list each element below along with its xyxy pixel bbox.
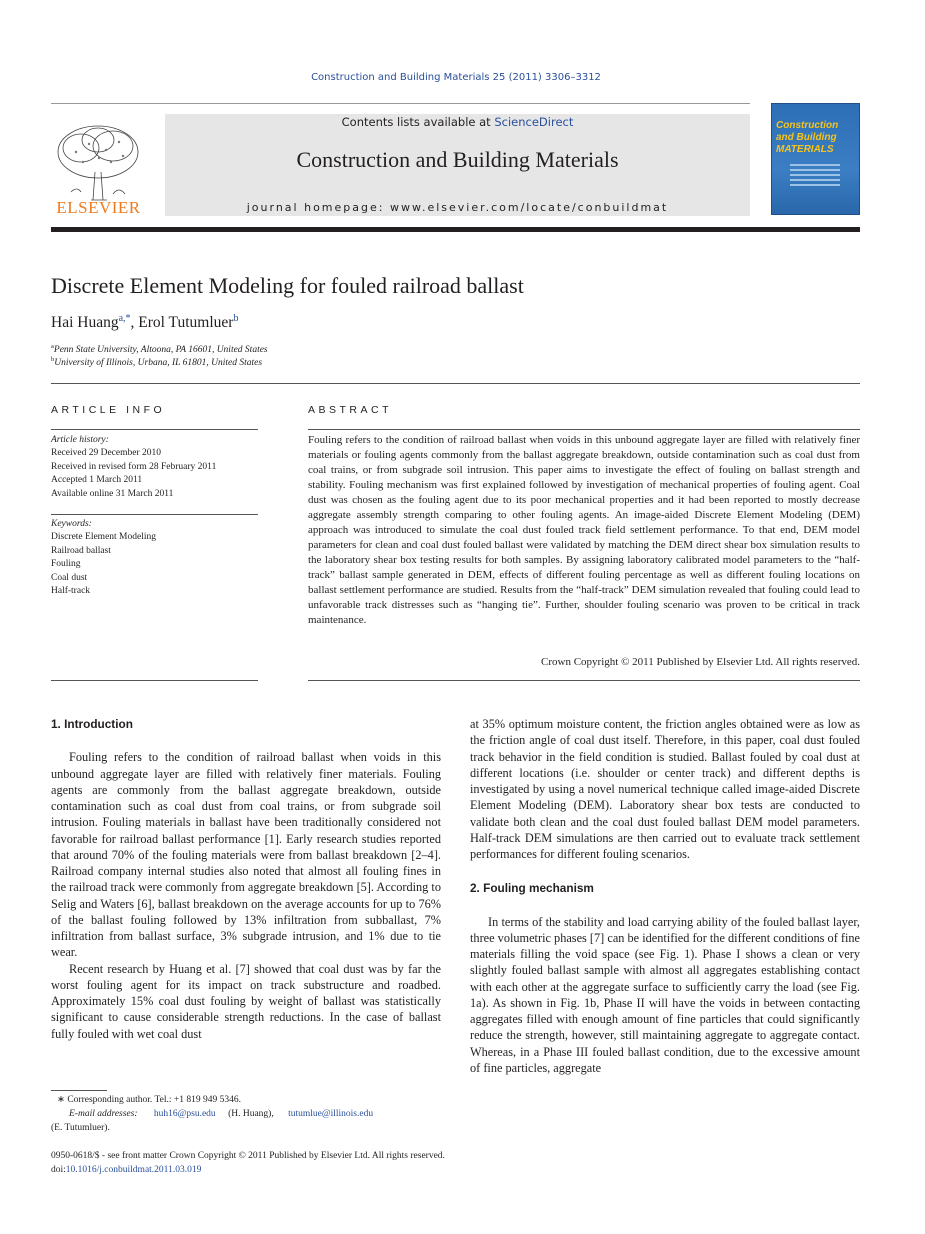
article-history (51, 434, 258, 501)
author-name[interactable]: Hai Huang (51, 314, 119, 331)
corresponding-author-note: ∗ Corresponding author. Tel.: +1 819 949 5346. (57, 1095, 242, 1105)
history-item: Accepted 1 March 2011 (51, 475, 143, 486)
contents-prefix: Contents lists available at (341, 115, 495, 129)
header-divider (51, 103, 750, 104)
keyword: Discrete Element Modeling (51, 532, 156, 543)
doi-line: doi:10.1016/j.conbuildmat.2011.03.019 (51, 1164, 202, 1175)
info-divider (51, 429, 258, 430)
author-name[interactable]: Erol Tutumluer (138, 314, 234, 331)
email-owner: (H. Huang), (228, 1109, 274, 1119)
keywords-divider (51, 514, 258, 515)
footnote (51, 1093, 441, 1135)
issn-line: 0950-0618/$ - see front matter Crown Copyright © 2011 Published by Elsevier Ltd. All rights reserved. (51, 1151, 445, 1161)
publisher-name[interactable]: ELSEVIER (56, 198, 141, 217)
affiliation-marker[interactable]: a,* (118, 313, 131, 324)
body-paragraph: Fouling refers to the condition of railroad ballast when voids in this unbound aggregate layer are filled with relatively finer materials. Fouling agents are commonly from the ballast aggregate breakdown, outside contamination such as coal dust from coal trains, or from subgrade soil intrusion. Fouling materials in ballast have been traditionally considered not favorable for railroad ballast performance [1]. Early research studies reported that around 70% of the fouling materials were from ballast breakdown [2–4]. Railroad company internal studies also noted that almost all fouling fines in the railroad track were commonly from aggregate breakdown [5]. According to Selig and Waters [6], ballast breakdown on the average accounts for up to 76% of the ballast fouling followed by 13% infiltration from subballast, 7% infiltration from ballast surface, 3% subgrade intrusion, and 1% due to tie wear. (51, 750, 441, 960)
history-heading: Article history: (51, 435, 109, 445)
keywords (51, 518, 258, 598)
keyword: Coal dust (51, 572, 88, 583)
history-item: Received 29 December 2010 (51, 448, 161, 459)
sciencedirect-link[interactable]: ScienceDirect (494, 115, 574, 129)
body-paragraph: Recent research by Huang et al. [7] showed that coal dust was by far the worst fouling agent for its impact on track substructure and roadbed. Approximately 15% coal dust fouling by weight of ballast was statistically significant to cause considerable strength reductions. In the case of ballast fully fouled with wet coal dust (51, 961, 441, 1041)
header-thick-divider (51, 227, 860, 232)
affiliation: $^b$University of Illinois, Urbana, IL 61801, United States (51, 356, 263, 368)
email-owner: (E. Tutumluer). (51, 1123, 110, 1133)
abstract-copyright: Crown Copyright © 2011 Published by Elsevier Ltd. All rights reserved. (541, 656, 860, 668)
abstract-heading: ABSTRACT (308, 404, 393, 416)
email-link[interactable]: tutumlue@illinois.edu (288, 1109, 374, 1119)
front-matter-info (51, 1150, 445, 1177)
body-paragraph: at 35% optimum moisture content, the friction angles obtained were as low as the friction angle of coal dust itself. Therefore, in this paper, coal dust fouled track behavior in the field condition is studied. Ballast fouled by coal dust at different locations (i.e. shoulder or center track) and different depths is investigated by using a novel numerical technique called image-aided Discrete Element Modeling (DEM). Laboratory shear box tests are conducted to validate both clean and the coal dust fouled ballast DEM model parameters. Half-track DEM simulations are then carried out to evaluate track settlement performances for different fouling scenarios. (470, 717, 860, 861)
history-item: Received in revised form 28 February 2011 (51, 461, 217, 472)
info-bottom-divider (51, 680, 258, 681)
section-heading: 2. Fouling mechanism (470, 881, 594, 896)
author-separator: , (130, 314, 139, 331)
keyword: Railroad ballast (51, 545, 111, 556)
journal-reference[interactable]: Construction and Building Materials 25 (2011) 3306–3312 (311, 72, 601, 83)
keyword: Half-track (51, 586, 91, 597)
cover-title: Construction and Building MATERIALS (776, 120, 839, 155)
email-line (51, 1107, 441, 1121)
email-link[interactable]: huh16@psu.edu (153, 1109, 216, 1119)
email-label: E-mail addresses: (69, 1109, 138, 1119)
body-column-right (470, 716, 860, 1076)
journal-homepage[interactable]: journal homepage: www.elsevier.com/locate/conbuildmat (246, 201, 669, 214)
section-heading: 1. Introduction (51, 717, 133, 731)
cover-text-lines (790, 164, 840, 189)
keyword: Fouling (51, 559, 81, 570)
doi-link[interactable]: 10.1016/j.conbuildmat.2011.03.019 (65, 1164, 202, 1175)
body-column-left (51, 716, 441, 1042)
asterisk-icon: ∗ (57, 1095, 68, 1105)
history-item: Available online 31 March 2011 (51, 488, 174, 499)
article-info-heading: ARTICLE INFO (51, 404, 166, 416)
journal-title: Construction and Building Materials (296, 147, 619, 172)
abstract-bottom-divider (308, 680, 860, 681)
title-divider (51, 383, 860, 384)
footnote-divider (51, 1090, 107, 1091)
abstract-text: Fouling refers to the condition of railroad ballast when voids in this unbound aggregate layer are filled with relatively finer materials or fouling agents commonly from the ballast aggregate breakdown, outside contamination such as coal dust from coal trains, or from subgrade soil intrusion. This paper aims to investigate the effect of fouling on ballast strength and stability. Fouling mechanism was first explained followed by investigation of mechanical properties of fouling agent. Coal dust was chosen as the fouling agent due to its poor mechanical properties and it had been reported to mostly decrease aggregate assembly strength comparing to other fouling agents. An image-aided Discrete Element Modeling (DEM) approach was introduced to simulate the coal dust fouled track field settlement performance. To that end, DEM model parameters for clean and coal dust fouled ballast were validated by matching the DEM direct shear box simulation results to the laboratory shear box testing results for both samples. By assigning laboratory calibrated model parameters to the “half-track” ballast sample generated in DEM, effects of different fouling percentage as well as different fouling locations on ballast settlement performance are studied. Results from the “half-track” DEM simulation revealed that fouling could lead to unfavorable track distresses such as “hanging tie”. Further, shoulder fouling scenario was proven to be critical in track maintenance. (308, 434, 860, 626)
affiliation-marker[interactable]: b (233, 313, 239, 324)
article-title: Discrete Element Modeling for fouled railroad ballast (51, 273, 524, 298)
journal-cover-image[interactable] (771, 103, 860, 215)
body-paragraph: In terms of the stability and load carrying ability of the fouled ballast layer, three volumetric phases [7] can be identified for the different conditions of fine materials filling the void space (see Fig. 1). Phase I shows a clean or very slightly fouled ballast sample with almost all aggregates establishing contact with each other at the aggregate surface to sufficiently carry the load (see Fig. 1a). As shown in Fig. 1b, Phase II will have the voids in between contacting aggregates filled with enough amount of fine particles that could significantly reduce the strength, however, still maintaining aggregate to aggregate contact. Whereas, in a Phase III fouled ballast condition, due to the excessive amount of fine particles, aggregate (470, 914, 860, 1075)
contents-line (165, 115, 750, 129)
affiliation: $^a$Penn State University, Altoona, PA 16601, United States (51, 343, 268, 355)
keywords-heading: Keywords: (51, 519, 92, 529)
abstract-divider (308, 429, 860, 430)
author-list (51, 313, 238, 332)
